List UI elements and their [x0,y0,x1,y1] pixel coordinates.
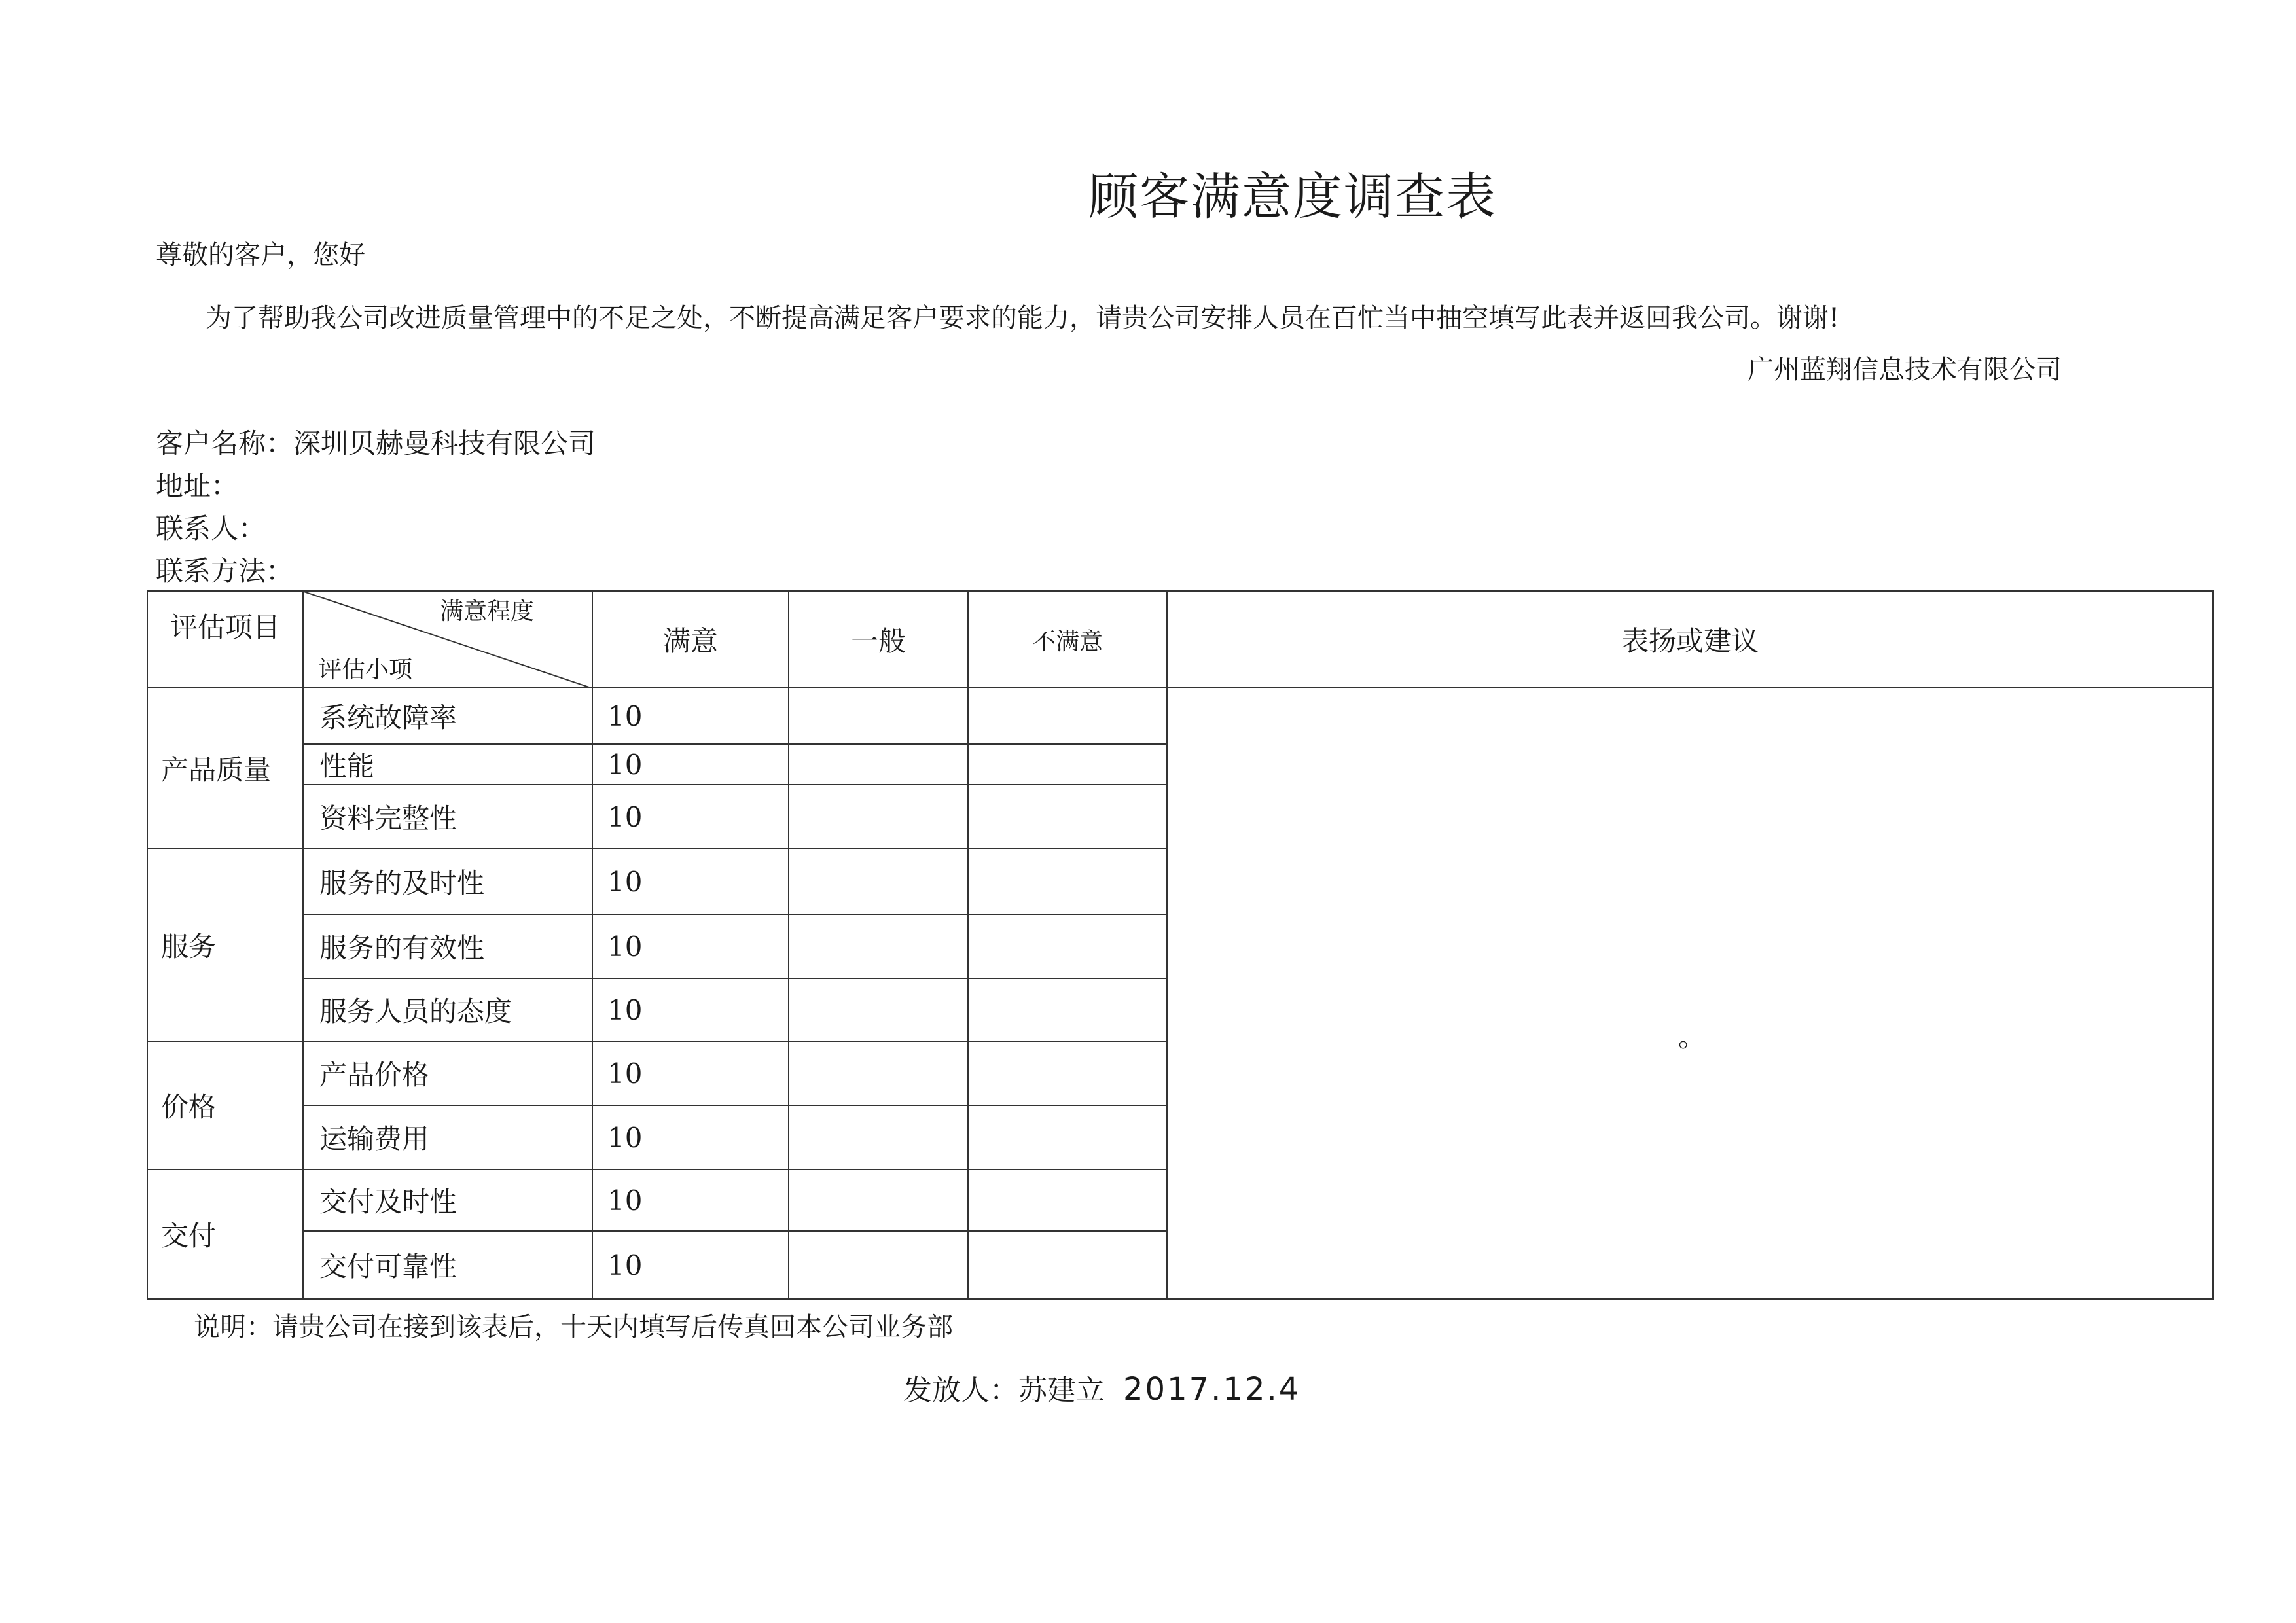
satisfied-value[interactable]: 10 [592,785,789,849]
average-value[interactable] [789,688,968,744]
contact-label: 联系人： [156,512,266,544]
unsatisfied-value[interactable] [968,978,1167,1041]
average-value[interactable] [789,744,968,785]
header-evaluation-item: 评估项目 [147,591,303,688]
issuer-line [903,1366,1300,1408]
satisfied-value[interactable]: 10 [592,914,789,978]
group-product-quality: 产品质量 [147,688,303,849]
note: 说明：请贵公司在接到该表后，十天内填写后传真回本公司业务部 [194,1312,953,1342]
header-satisfied: 满意 [592,591,789,688]
sub-item: 交付及时性 [303,1169,592,1231]
page-title: 顾客满意度调查表 [1088,168,1497,226]
header-average: 一般 [789,591,968,688]
average-value[interactable] [789,1105,968,1169]
table-header-row [147,591,2213,688]
satisfied-value[interactable]: 10 [592,688,789,744]
header-unsatisfied: 不满意 [968,591,1167,688]
satisfied-value[interactable]: 10 [592,744,789,785]
satisfied-value[interactable]: 10 [592,978,789,1041]
customer-name-label: 客户名称： [156,427,294,459]
group-price: 价格 [147,1041,303,1169]
unsatisfied-value[interactable] [968,914,1167,978]
survey-table [147,590,2214,1300]
satisfied-value[interactable]: 10 [592,1105,789,1169]
average-value[interactable] [789,1041,968,1105]
sub-item: 交付可靠性 [303,1231,592,1299]
header-suggestion: 表扬或建议 [1167,591,2213,688]
suggestion-text: 。 [1678,1021,1706,1053]
address-label: 地址： [156,470,239,502]
satisfied-value[interactable]: 10 [592,1231,789,1299]
average-value[interactable] [789,1169,968,1231]
sub-item: 性能 [303,744,592,785]
sub-item: 服务人员的态度 [303,978,592,1041]
sub-item: 产品价格 [303,1041,592,1105]
unsatisfied-value[interactable] [968,1169,1167,1231]
company-name: 广州蓝翔信息技术有限公司 [1748,355,2062,385]
customer-name-line [156,422,596,461]
suggestion-cell[interactable] [1167,688,2213,1299]
sub-item: 系统故障率 [303,688,592,744]
unsatisfied-value[interactable] [968,744,1167,785]
issuer-label: 发放人：苏建立 [903,1374,1105,1407]
sub-item: 服务的有效性 [303,914,592,978]
unsatisfied-value[interactable] [968,849,1167,914]
customer-name-value: 深圳贝赫曼科技有限公司 [293,427,596,459]
average-value[interactable] [789,978,968,1041]
satisfied-value[interactable]: 10 [592,849,789,914]
average-value[interactable] [789,849,968,914]
intro-paragraph: 为了帮助我公司改进质量管理中的不足之处，不断提高满足客户要求的能力，请贵公司安排人员在百忙当中抽空填写此表并返回我公司。谢谢! [206,303,1840,333]
sub-item: 运输费用 [303,1105,592,1169]
average-value[interactable] [789,914,968,978]
header-sub-item: 评估小项 [318,656,413,683]
satisfied-value[interactable]: 10 [592,1169,789,1231]
issue-date: 2017.12.4 [1123,1371,1301,1408]
group-delivery: 交付 [147,1169,303,1299]
sub-item: 服务的及时性 [303,849,592,914]
header-diagonal-cell [303,591,592,688]
unsatisfied-value[interactable] [968,1105,1167,1169]
group-service: 服务 [147,849,303,1041]
average-value[interactable] [789,785,968,849]
greeting: 尊敬的客户，您好 [156,240,365,270]
table-row [147,688,2213,744]
contact-method-label: 联系方法： [156,555,294,587]
unsatisfied-value[interactable] [968,688,1167,744]
unsatisfied-value[interactable] [968,1041,1167,1105]
satisfied-value[interactable]: 10 [592,1041,789,1105]
header-satisfaction-level: 满意程度 [439,598,534,625]
unsatisfied-value[interactable] [968,1231,1167,1299]
sub-item: 资料完整性 [303,785,592,849]
unsatisfied-value[interactable] [968,785,1167,849]
average-value[interactable] [789,1231,968,1299]
